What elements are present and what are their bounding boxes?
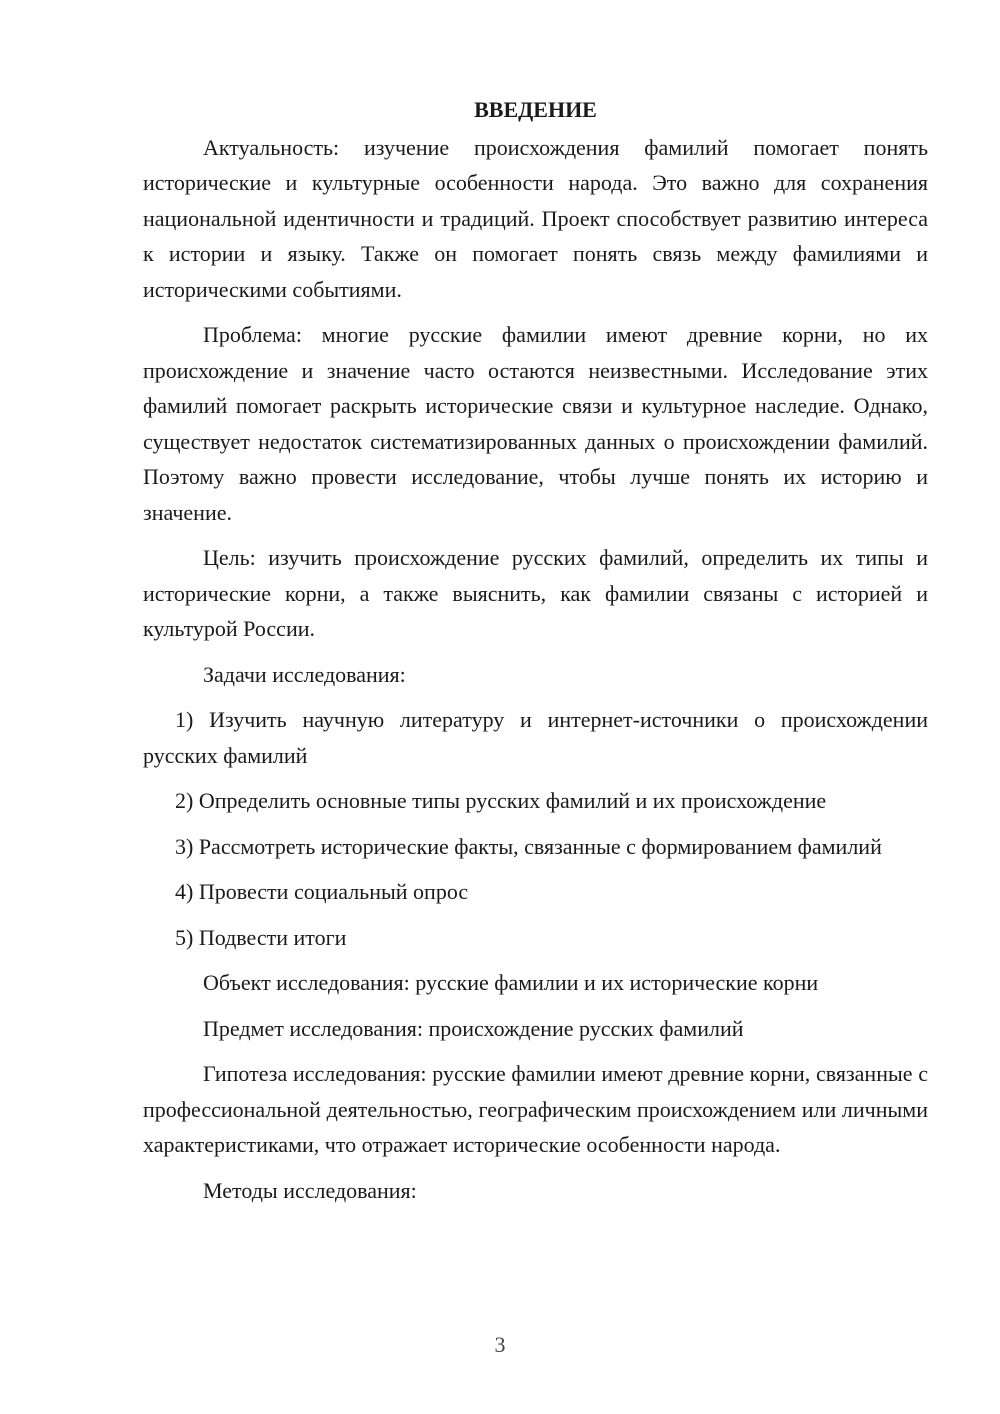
tasks-list [143,702,928,955]
goal-paragraph: Цель: изучить происхождение русских фамилий, определить их типы и исторические корни, а также выяснить, как фамилии связаны с историей и культурой России. [143,545,928,641]
methods-heading: Методы исследования: [203,1177,417,1203]
task-item-4: 4) Провести социальный опрос [175,879,469,904]
problem-paragraph: Проблема: многие русские фамилии имеют древние корни, но их происхождение и значение часто остаются неизвестными. Исследование этих фамилий помогает раскрыть исторические связи и культурное наследие. Однако, существует недостаток систематизированных данных о происхождении фамилий. Поэтому важно провести исследование, чтобы лучше понять их историю и значение. [143,322,928,525]
task-item-2: 2) Определить основные типы русских фамилий и их происхождение [175,788,827,813]
document-page [143,92,928,1218]
subject-paragraph: Предмет исследования: происхождение русских фамилий [203,1015,744,1041]
tasks-heading: Задачи исследования: [203,661,406,687]
task-item-5: 5) Подвести итоги [175,924,347,950]
task-item-3: 3) Рассмотреть исторические факты, связанные с формированием фамилий [175,833,882,859]
relevance-paragraph: Актуальность: изучение происхождения фамилий помогает понять исторические и культурные особенности народа. Это важно для сохранения национальной идентичности и традиций. Проект способствует развитию интереса к истории и языку. Также он помогает понять связь между фамилиями и историческими событиями. [143,134,928,302]
hypothesis-paragraph: Гипотеза исследования: русские фамилии имеют древние корни, связанные с профессиональной деятельностью, географическим происхождением или личными характеристиками, что отражает исторические особенности народа. [143,1061,928,1157]
task-item-1: 1) Изучить научную литературу и интернет-источники о происхождении русских фамилий [143,707,928,768]
page-number: 3 [494,1332,506,1357]
object-paragraph: Объект исследования: русские фамилии и их исторические корни [203,970,819,995]
page-title: ВВЕДЕНИЕ [474,97,597,122]
